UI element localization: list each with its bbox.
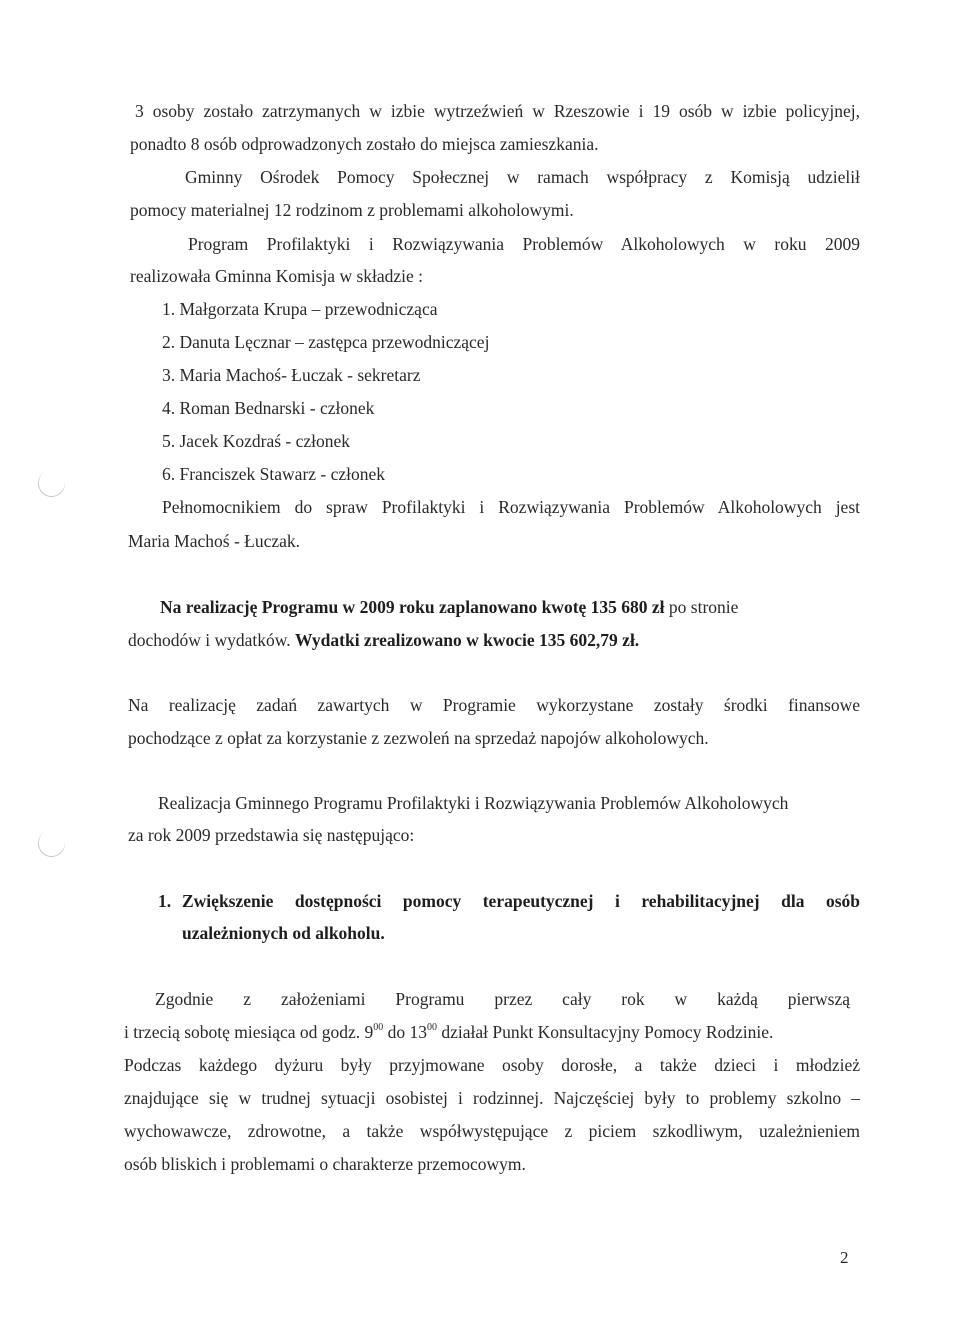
text-line: osób bliskich i problemami o charakterze przemocowym.: [124, 1154, 526, 1174]
text-line: Pełnomocnikiem do spraw Profilaktyki i Rozwiązywania Problemów Alkoholowych jest: [162, 497, 860, 517]
list-item: 5. Jacek Kozdraś - członek: [162, 431, 351, 451]
text-line: Na realizację zadań zawartych w Programie wykorzystane zostały środki finansowe: [128, 695, 860, 715]
budget-line: dochodów i wydatków. Wydatki zrealizowano w kwocie 135 602,79 zł.: [128, 630, 640, 650]
text-line: znajdujące się w trudnej sytuacji osobistej i rodzinnej. Najczęściej były to problemy szkolno –: [124, 1088, 860, 1108]
text-line: ponadto 8 osób odprowadzonych zostało do miejsca zamieszkania.: [130, 134, 599, 154]
text-line: 3 osoby zostało zatrzymanych w izbie wytrzeźwień w Rzeszowie i 19 osób w izbie policyjnej,: [135, 101, 860, 121]
text-line: pomocy materialnej 12 rodzinom z problemami alkoholowymi.: [130, 200, 574, 220]
section-number: 1.: [158, 891, 172, 911]
punch-hole-mark: [34, 826, 69, 861]
list-item: 3. Maria Machoś- Łuczak - sekretarz: [162, 365, 421, 385]
text-line: realizowała Gminna Komisja w składzie :: [130, 266, 424, 286]
section-heading: uzależnionych od alkoholu.: [182, 923, 385, 943]
list-item: 1. Małgorzata Krupa – przewodnicząca: [162, 299, 438, 319]
text-line: Program Profilaktyki i Rozwiązywania Problemów Alkoholowych w roku 2009: [188, 234, 860, 254]
text-line: Podczas każdego dyżuru były przyjmowane osoby dorosłe, a także dzieci i młodzież: [124, 1055, 860, 1075]
text-line: pochodzące z opłat za korzystanie z zezwoleń na sprzedaż napojów alkoholowych.: [128, 728, 709, 748]
text-line: Gminny Ośrodek Pomocy Społecznej w ramach współpracy z Komisją udzielił: [185, 167, 860, 187]
page-number: 2: [840, 1248, 849, 1267]
list-item: 2. Danuta Lęcznar – zastępca przewodniczącej: [162, 332, 490, 352]
budget-line: Na realizację Programu w 2009 roku zaplanowano kwotę 135 680 zł po stronie: [160, 597, 739, 617]
text-line: wychowawcze, zdrowotne, a także współwystępujące z piciem szkodliwym, uzależnieniem: [124, 1121, 860, 1141]
text-line: Realizacja Gminnego Programu Profilaktyki i Rozwiązywania Problemów Alkoholowych: [158, 793, 789, 813]
text-line: za rok 2009 przedstawia się następująco:: [128, 825, 415, 845]
punch-hole-mark: [34, 466, 69, 501]
list-item: 6. Franciszek Stawarz - członek: [162, 464, 386, 484]
section-heading: Zwiększenie dostępności pomocy terapeutycznej i rehabilitacyjnej dla osób: [182, 891, 860, 911]
list-item: 4. Roman Bednarski - członek: [162, 398, 375, 418]
text-line: Zgodnie z założeniami Programu przez cały rok w każdą pierwszą: [155, 989, 850, 1009]
text-line: Maria Machoś - Łuczak.: [128, 531, 301, 551]
text-line: i trzecią sobotę miesiąca od godz. $9^{00}$ do $13^{00}$ działał Punkt Konsultacyjny Pomocy Rodzinie.: [124, 1022, 774, 1042]
